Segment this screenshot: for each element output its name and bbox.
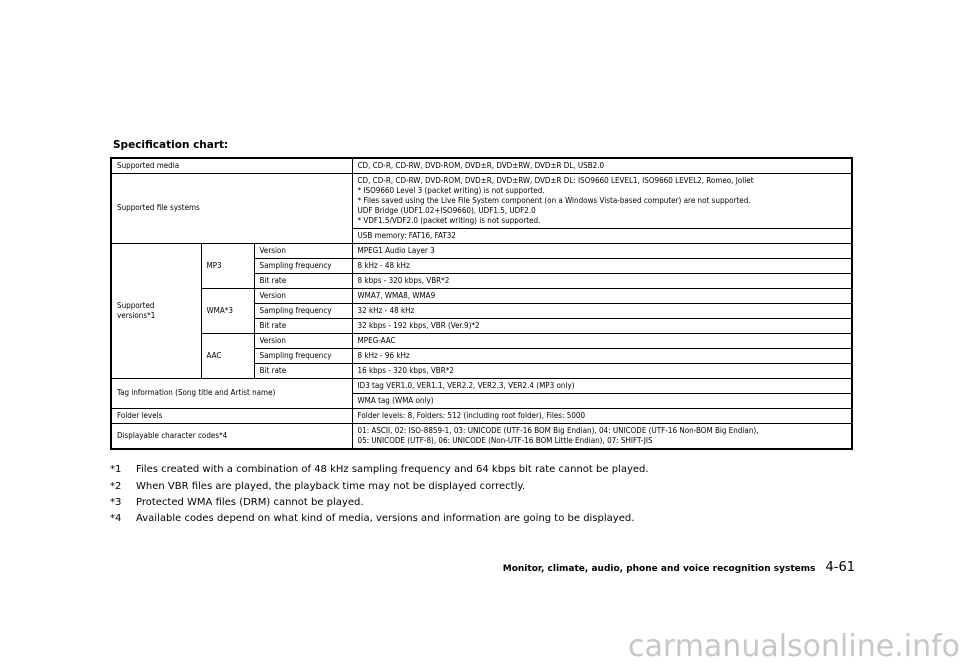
table-row [111, 158, 852, 173]
row-value: CD, CD-R, CD-RW, DVD-ROM, DVD±R, DVD±RW, DVD±R DL, USB2.0 [352, 158, 852, 173]
value-line: * VDF1.5/VDF2.0 (packet writing) is not supported. [357, 215, 541, 225]
footnote-mark: *4 [110, 513, 122, 524]
value-line: 05: UNICODE (UTF-8), 06: UNICODE (Non-UTF-16 BOM Little Endian), 07: SHIFT-JIS [357, 435, 653, 445]
row-value: Folder levels: 8, Folders: 512 (including root folder), Files: 5000 [352, 408, 852, 423]
row-key: Sampling frequency [254, 258, 352, 273]
table-row [111, 173, 852, 228]
section-title: Monitor, climate, audio, phone and voice recognition systems [502, 564, 816, 574]
footnote [110, 497, 364, 508]
row-key: Bit rate [254, 363, 352, 378]
footnote-text: Available codes depend on what kind of media, versions and information are going to be displayed. [136, 513, 635, 524]
row-key: Version [254, 288, 352, 303]
page-heading: Specification chart: [113, 139, 229, 151]
row-label: Supported file systems [111, 173, 352, 243]
row-value: 32 kbps - 192 kbps, VBR (Ver.9)*2 [352, 318, 852, 333]
footnote-mark: *3 [110, 497, 122, 508]
row-value [352, 173, 852, 228]
row-key: Version [254, 333, 352, 348]
row-key: Sampling frequency [254, 303, 352, 318]
row-value: ID3 tag VER1.0, VER1.1, VER2.2, VER2.3, VER2.4 (MP3 only) [352, 378, 852, 393]
row-value: USB memory: FAT16, FAT32 [352, 228, 852, 243]
row-value [352, 423, 852, 449]
row-value: 16 kbps - 320 kbps, VBR*2 [352, 363, 852, 378]
table-row [111, 243, 852, 258]
value-line: CD, CD-R, CD-RW, DVD-ROM, DVD±R, DVD±RW, DVD±R DL: ISO9660 LEVEL1, ISO9660 LEVEL2, Romeo, Joliet [357, 175, 754, 185]
table-row [111, 408, 852, 423]
row-value: WMA tag (WMA only) [352, 393, 852, 408]
watermark: carmanualsonline.info [628, 629, 960, 664]
row-value: 8 kHz - 48 kHz [352, 258, 852, 273]
value-line: * Files saved using the Live File System component (on a Windows Vista-based computer) are not supported. [357, 195, 751, 205]
page-number: 4-61 [825, 560, 855, 575]
row-key: Bit rate [254, 273, 352, 288]
table-row [111, 423, 852, 449]
table-row [111, 378, 852, 393]
row-key: Version [254, 243, 352, 258]
row-key: Sampling frequency [254, 348, 352, 363]
footnote-mark: *2 [110, 481, 122, 492]
table-row [111, 333, 852, 348]
format-name: MP3 [201, 243, 254, 288]
format-name: WMA*3 [201, 288, 254, 333]
footnote-text: Files created with a combination of 48 kHz sampling frequency and 64 kbps bit rate cannot be played. [136, 464, 649, 475]
table-row [111, 288, 852, 303]
row-value: 32 kHz - 48 kHz [352, 303, 852, 318]
footnote-text: When VBR files are played, the playback time may not be displayed correctly. [136, 481, 526, 492]
row-value: WMA7, WMA8, WMA9 [352, 288, 852, 303]
label-line: versions*1 [117, 310, 156, 320]
value-line: 01: ASCII, 02: ISO-8859-1, 03: UNICODE (UTF-16 BOM Big Endian), 04: UNICODE (UTF-16 Non-BOM Big Endian), [357, 425, 759, 435]
row-label: Supported media [111, 158, 352, 173]
row-key: Bit rate [254, 318, 352, 333]
specification-table [110, 157, 853, 450]
label-line: Supported [117, 300, 155, 310]
value-line: UDF Bridge (UDF1.02+ISO9660), UDF1.5, UDF2.0 [357, 205, 536, 215]
value-line: * ISO9660 Level 3 (packet writing) is not supported. [357, 185, 545, 195]
page-footer [503, 560, 855, 575]
row-value: 8 kbps - 320 kbps, VBR*2 [352, 273, 852, 288]
footnote [110, 513, 634, 524]
format-name: AAC [201, 333, 254, 378]
row-value: MPEG1 Audio Layer 3 [352, 243, 852, 258]
row-value: MPEG-AAC [352, 333, 852, 348]
row-label: Tag information (Song title and Artist name) [111, 378, 352, 408]
footnote-mark: *1 [110, 464, 122, 475]
footnote-text: Protected WMA files (DRM) cannot be played. [136, 497, 364, 508]
footnote [110, 464, 649, 475]
row-label: Displayable character codes*4 [111, 423, 352, 449]
row-label: Folder levels [111, 408, 352, 423]
versions-label [111, 243, 201, 378]
footnote [110, 481, 525, 492]
row-value: 8 kHz - 96 kHz [352, 348, 852, 363]
